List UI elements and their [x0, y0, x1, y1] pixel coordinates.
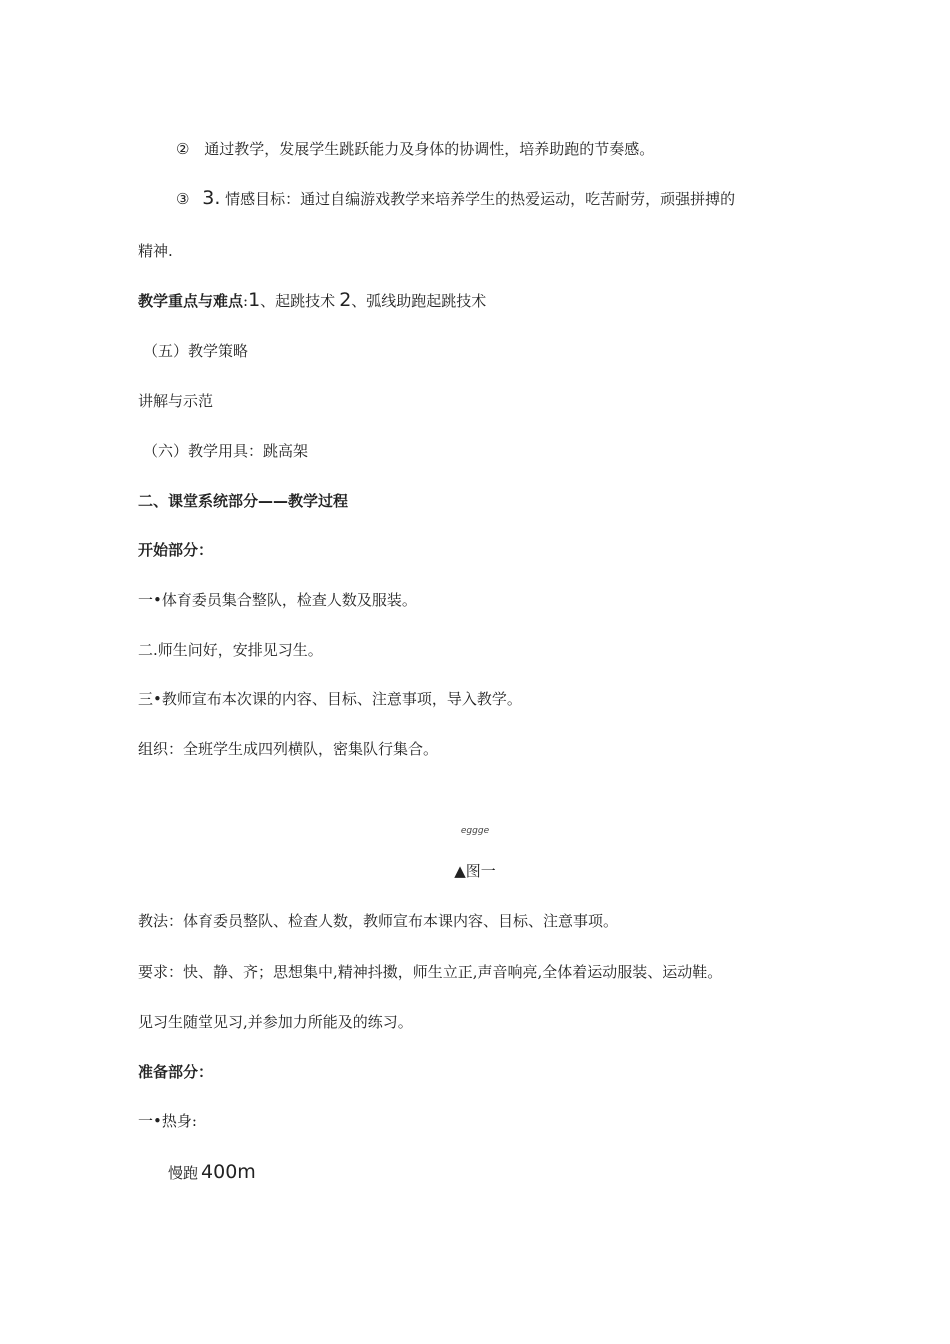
jog-line	[168, 1162, 256, 1183]
circled-marker-2: ②	[176, 140, 190, 158]
objective-text-3: 情感目标：通过自编游戏教学来培养学生的热爱运动，吃苦耐劳，顽强拼搏的	[225, 190, 736, 208]
key-points-line	[138, 290, 486, 311]
strategy-text: 讲解与示范	[138, 392, 214, 410]
circled-marker-3: ③	[176, 190, 190, 208]
key-point-text-1: 、起跳技术	[260, 292, 336, 310]
jog-distance: 400m	[201, 1161, 256, 1183]
section-strategy-heading: （五）教学策略	[143, 342, 249, 360]
section-process-heading: 二、课堂系统部分——教学过程	[138, 492, 349, 510]
warmup-heading: 一•热身:	[138, 1112, 197, 1130]
start-step-2: 二.师生问好，安排见习生。	[138, 641, 323, 659]
figure-placeholder-text: eggge	[460, 826, 490, 836]
requirements-text: 要求：快、静、齐；思想集中,精神抖擞，师生立正,声音响亮,全体着运动服装、运动鞋。	[138, 963, 723, 981]
start-step-1: 一•体育委员集合整队，检查人数及服装。	[138, 591, 417, 609]
organization-text: 组织：全班学生成四列横队，密集队行集合。	[138, 740, 439, 758]
objective-line-3	[176, 188, 735, 209]
objective-text-2: 通过教学，发展学生跳跃能力及身体的协调性，培养助跑的节奏感。	[204, 140, 655, 158]
objective-continuation: 精神.	[138, 242, 173, 260]
objective-line-2	[176, 139, 654, 159]
observer-text: 见习生随堂见习,并参加力所能及的练习。	[138, 1013, 413, 1031]
start-step-3: 三•教师宣布本次课的内容、目标、注意事项，导入教学。	[138, 690, 522, 708]
method-text: 教法：体育委员整队、检查人数，教师宣布本课内容、目标、注意事项。	[138, 912, 619, 930]
jog-label: 慢跑	[168, 1164, 199, 1182]
prep-part-heading: 准备部分：	[138, 1063, 214, 1081]
key-points-label: 教学重点与难点	[138, 292, 244, 310]
start-part-heading: 开始部分：	[138, 541, 214, 559]
figure-caption: ▲图一	[454, 862, 496, 880]
section-equipment-heading: （六）教学用具：跳高架	[143, 442, 309, 460]
key-point-number-1: 1	[248, 289, 261, 311]
objective-number: 3.	[202, 187, 221, 209]
key-point-text-2: 、弧线助跑起跳技术	[351, 292, 487, 310]
key-point-number-2: 2	[339, 289, 352, 311]
key-points-separator: :	[243, 292, 249, 310]
